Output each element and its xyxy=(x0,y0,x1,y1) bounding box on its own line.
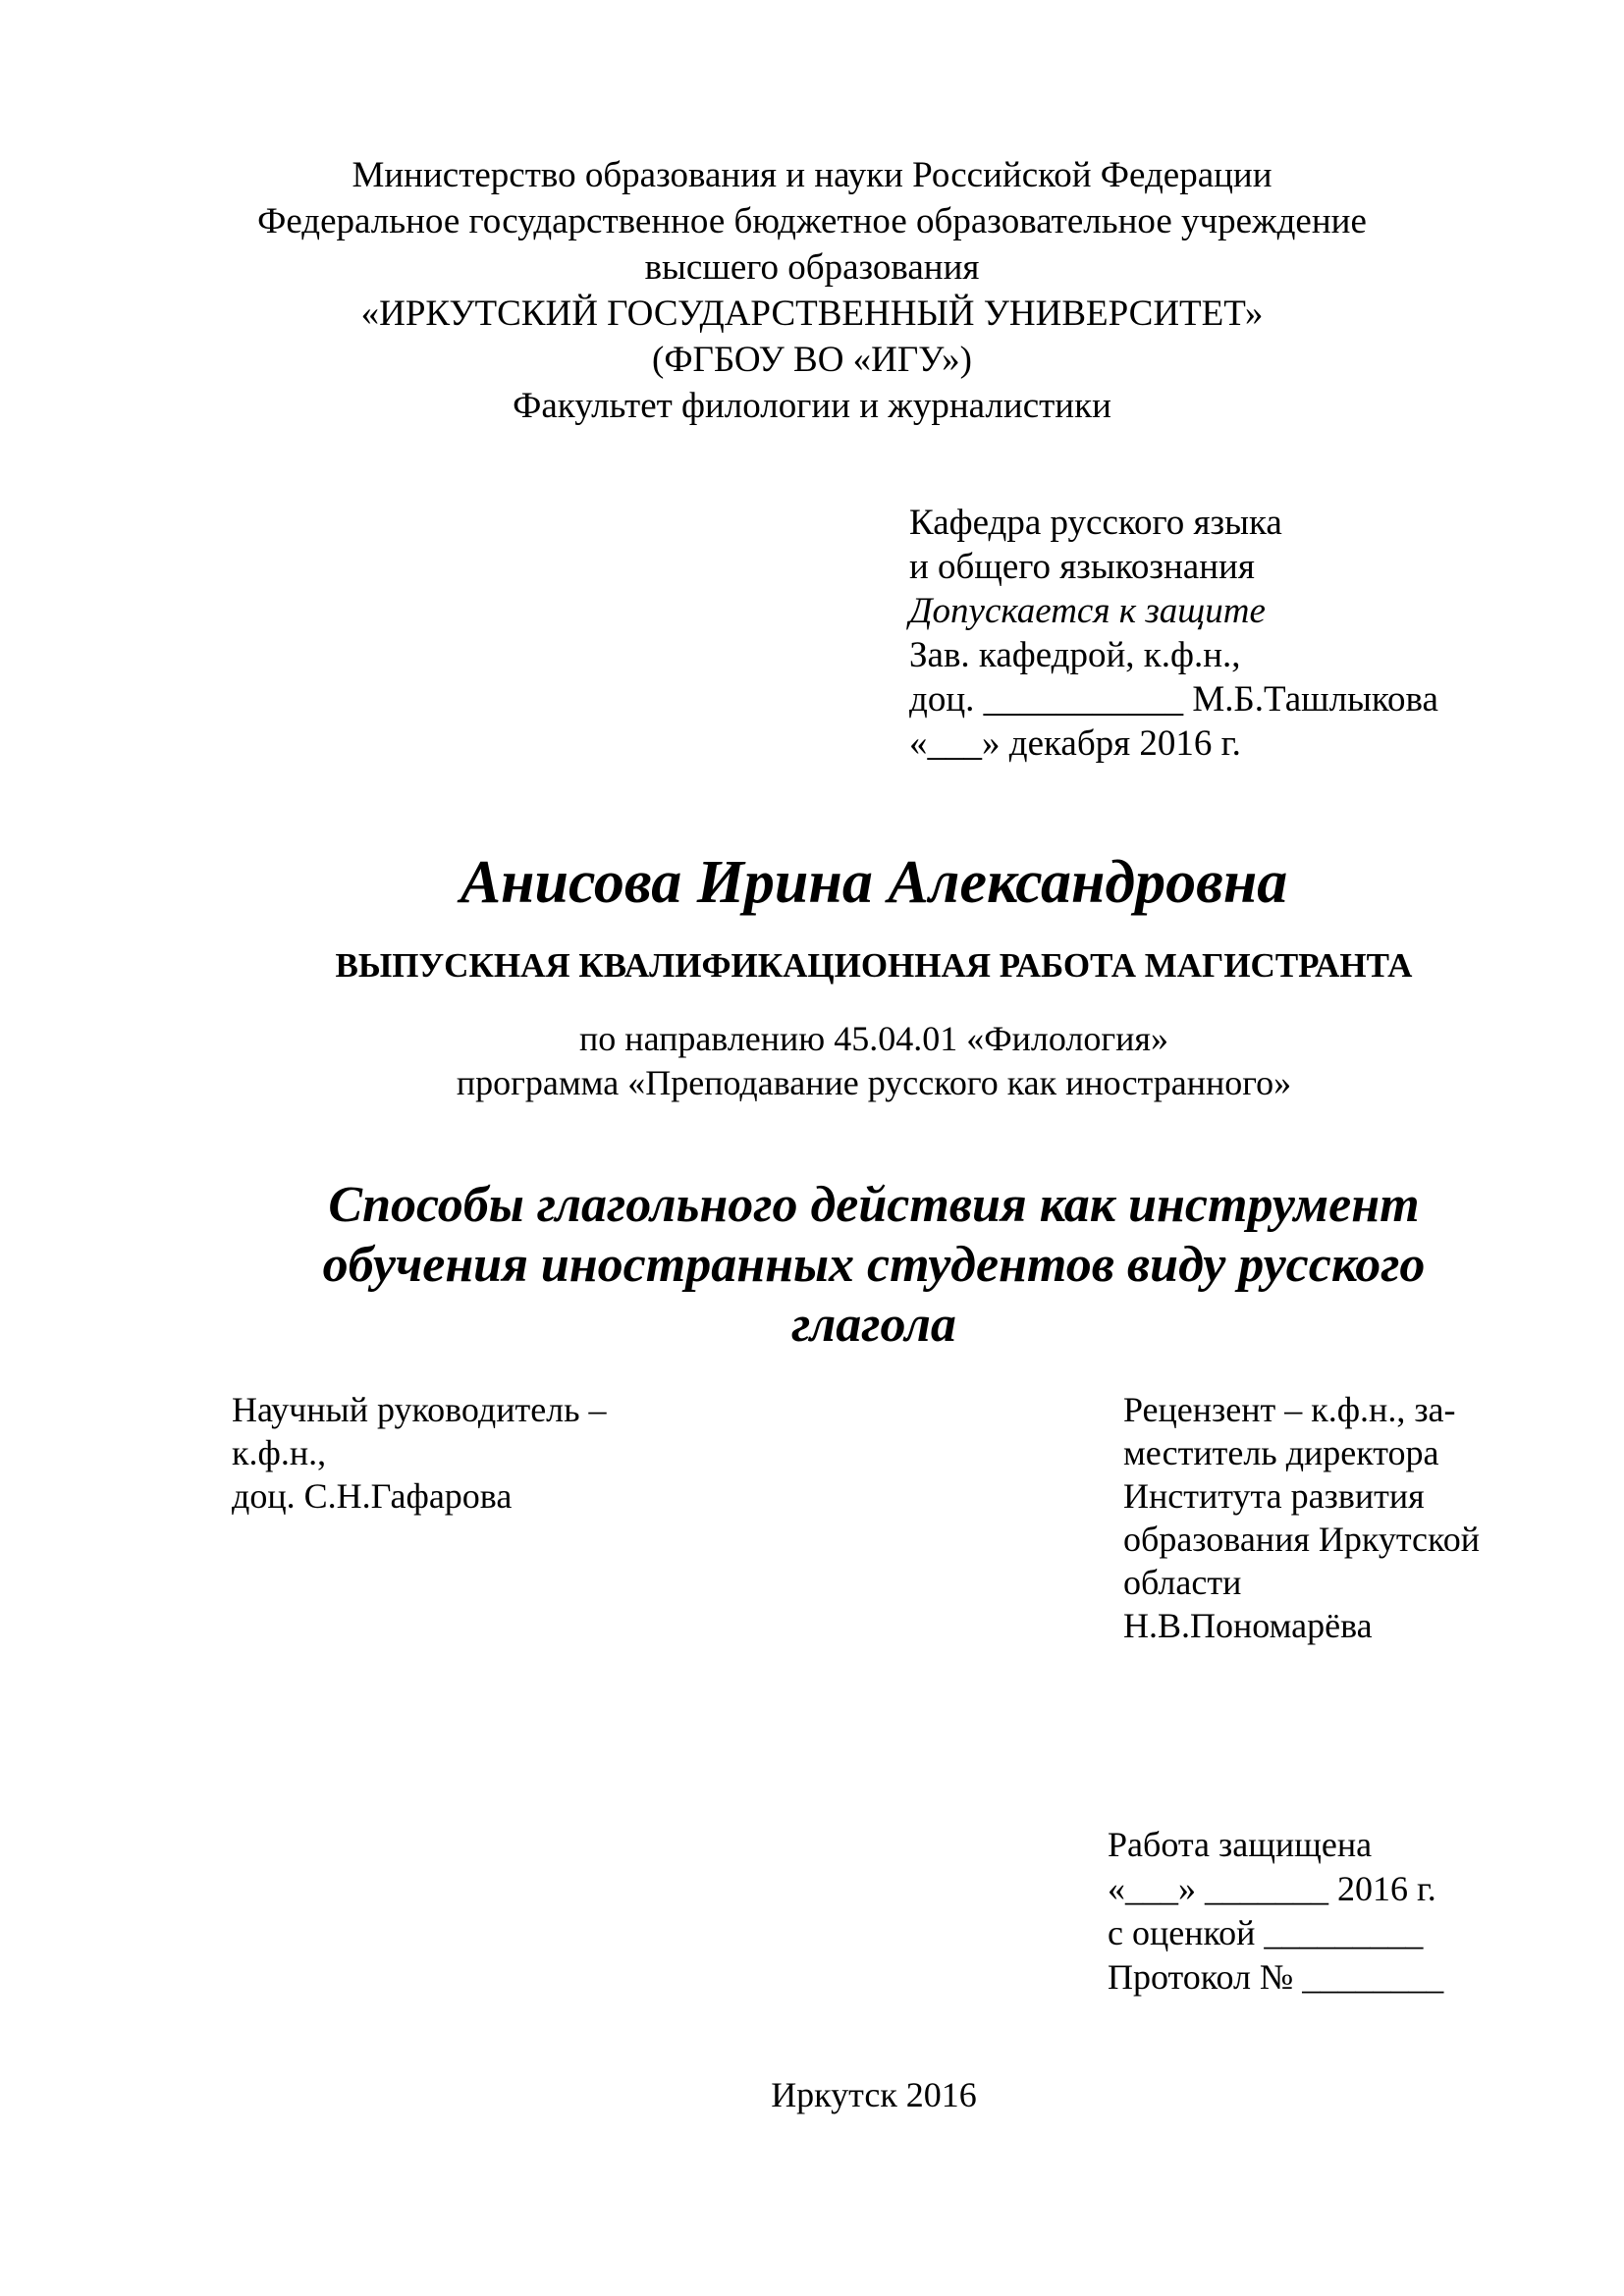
department-head-title: Зав. кафедрой, к.ф.н., xyxy=(909,635,1241,675)
admitted-to-defense: Допускается к защите xyxy=(909,591,1266,631)
university-abbreviation: (ФГБОУ ВО «ИГУ») xyxy=(652,340,972,380)
supervisor-line-3: доц. С.Н.Гафарова xyxy=(232,1476,513,1516)
reviewer-line-4: образования Иркутской xyxy=(1123,1520,1480,1559)
institution-type-line: Федеральное государственное бюджетное образовательное учреждение xyxy=(257,201,1367,241)
department-approval-block xyxy=(909,501,1438,766)
work-type-heading: ВЫПУСКНАЯ КВАЛИФИКАЦИОННАЯ РАБОТА МАГИСТРАНТА xyxy=(335,946,1413,985)
author-name: Анисова Ирина Александровна xyxy=(460,849,1288,916)
supervisor-line-1: Научный руководитель – xyxy=(232,1390,607,1429)
university-name: «ИРКУТСКИЙ ГОСУДАРСТВЕННЫЙ УНИВЕРСИТЕТ» xyxy=(360,294,1264,334)
department-line-2: и общего языкознания xyxy=(909,547,1255,587)
study-direction xyxy=(0,1017,1624,1105)
ministry-line: Министерство образования и науки Российской Федерации xyxy=(352,155,1272,195)
department-head-signature: доц. ___________ М.Б.Ташлыкова xyxy=(909,679,1438,720)
thesis-title-line-1: Способы глагольного действия как инструмент xyxy=(328,1177,1420,1233)
defense-line-1: Работа защищена xyxy=(1108,1825,1373,1864)
reviewer-line-2: меститель директора xyxy=(1123,1433,1439,1472)
reviewer-block xyxy=(1123,1388,1480,1647)
supervisor-block xyxy=(232,1388,607,1518)
approval-date: «___» декабря 2016 г. xyxy=(909,723,1241,764)
defense-protocol-line: Протокол № ________ xyxy=(1108,1957,1444,1997)
defense-block xyxy=(1108,1823,1443,2000)
thesis-title xyxy=(0,1175,1624,1355)
thesis-title-line-3: глагола xyxy=(791,1297,956,1353)
reviewer-line-1: Рецензент – к.ф.н., за- xyxy=(1123,1390,1456,1429)
institution-header xyxy=(0,152,1624,429)
defense-date-line: «___» _______ 2016 г. xyxy=(1108,1869,1436,1908)
reviewer-line-6: Н.В.Пономарёва xyxy=(1123,1606,1373,1645)
department-line-1: Кафедра русского языка xyxy=(909,503,1282,543)
direction-line: по направлению 45.04.01 «Филология» xyxy=(579,1019,1168,1058)
education-level-line: высшего образования xyxy=(644,247,980,288)
faculty-name: Факультет филологии и журналистики xyxy=(513,386,1111,426)
program-line: программа «Преподавание русского как иностранного» xyxy=(456,1063,1292,1102)
reviewer-line-5: области xyxy=(1123,1563,1242,1602)
defense-grade-line: с оценкой _________ xyxy=(1108,1913,1424,1952)
thesis-title-line-2: обучения иностранных студентов виду русского xyxy=(322,1237,1426,1293)
city-year: Иркутск 2016 xyxy=(771,2075,977,2114)
supervisor-line-2: к.ф.н., xyxy=(232,1433,327,1472)
reviewer-line-3: Института развития xyxy=(1123,1476,1425,1516)
